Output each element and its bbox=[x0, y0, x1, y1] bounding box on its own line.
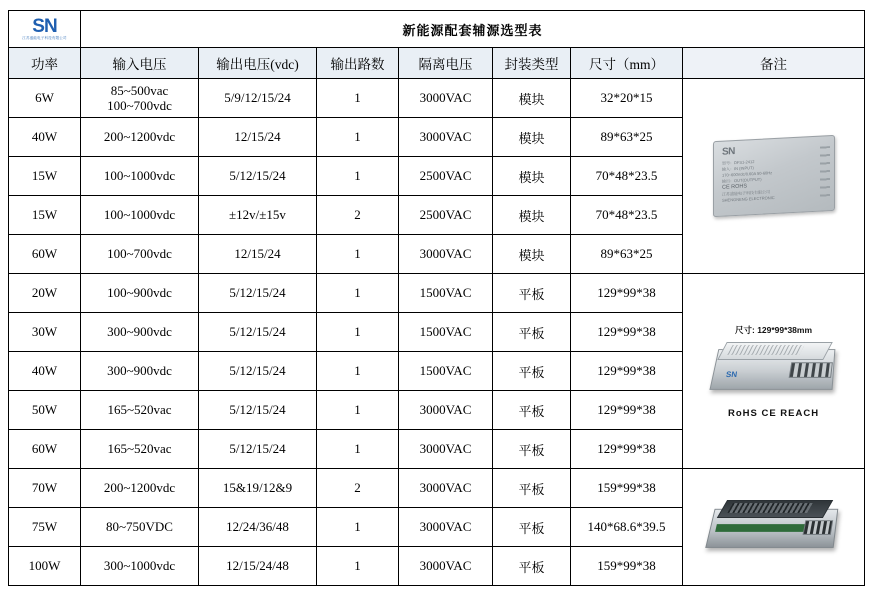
cell-isolation: 1500VAC bbox=[399, 274, 493, 313]
cell-output-voltage: 5/12/15/24 bbox=[199, 313, 317, 352]
cased-psu-icon bbox=[706, 494, 842, 560]
cell-size: 129*99*38 bbox=[571, 313, 683, 352]
cell-power: 40W bbox=[9, 352, 81, 391]
cell-channels: 1 bbox=[317, 274, 399, 313]
cell-channels: 1 bbox=[317, 235, 399, 274]
cell-input-voltage: 100~700vdc bbox=[81, 235, 199, 274]
cell-input-voltage: 200~1200vdc bbox=[81, 118, 199, 157]
module-logo-text: SN bbox=[721, 146, 735, 158]
cell-package: 平板 bbox=[493, 352, 571, 391]
cell-package: 模块 bbox=[493, 118, 571, 157]
cell-size: 129*99*38 bbox=[571, 352, 683, 391]
cell-input-voltage: 165~520vac bbox=[81, 391, 199, 430]
flat-product-image bbox=[683, 324, 864, 419]
cell-isolation: 2500VAC bbox=[399, 157, 493, 196]
cell-power: 70W bbox=[9, 469, 81, 508]
company-logo-icon: SN bbox=[32, 15, 57, 37]
table-row bbox=[9, 469, 865, 508]
module-input-label: 输入：IN (INPUT) bbox=[721, 165, 754, 172]
cell-size: 32*20*15 bbox=[571, 79, 683, 118]
cell-isolation: 1500VAC bbox=[399, 313, 493, 352]
column-header-input-voltage: 输入电压 bbox=[81, 48, 199, 79]
cell-package: 平板 bbox=[493, 508, 571, 547]
cell-power: 15W bbox=[9, 157, 81, 196]
cell-output-voltage: 12/15/24 bbox=[199, 235, 317, 274]
product-selection-table bbox=[8, 10, 865, 586]
cell-power: 75W bbox=[9, 508, 81, 547]
cell-input-voltage: 100~900vdc bbox=[81, 274, 199, 313]
cell-input-voltage: 300~900vdc bbox=[81, 352, 199, 391]
flat-psu-vents-icon bbox=[727, 345, 804, 355]
cell-size: 129*99*38 bbox=[571, 430, 683, 469]
table-row bbox=[9, 79, 865, 118]
company-logo-subtext: 江苏盛能电子科技有限公司 bbox=[22, 35, 67, 40]
cell-size: 129*99*38 bbox=[571, 274, 683, 313]
cell-size: 159*99*38 bbox=[571, 469, 683, 508]
cell-power: 60W bbox=[9, 430, 81, 469]
flat-dimension-label: 尺寸: 129*99*38mm bbox=[735, 324, 813, 335]
cell-input-voltage: 100~1000vdc bbox=[81, 157, 199, 196]
cell-channels: 1 bbox=[317, 118, 399, 157]
cell-channels: 2 bbox=[317, 469, 399, 508]
cell-size: 140*68.6*39.5 bbox=[571, 508, 683, 547]
remark-cased-image-cell bbox=[683, 469, 865, 586]
cell-package: 平板 bbox=[493, 391, 571, 430]
cased-product-image bbox=[683, 494, 864, 560]
column-header-package-type: 封装类型 bbox=[493, 48, 571, 79]
cell-input-voltage: 165~520vac bbox=[81, 430, 199, 469]
cell-size: 70*48*23.5 bbox=[571, 196, 683, 235]
module-pins-icon bbox=[820, 146, 830, 201]
cell-size: 89*63*25 bbox=[571, 118, 683, 157]
page-title: 新能源配套辅源选型表 bbox=[81, 11, 865, 48]
cased-psu-pcb bbox=[715, 524, 808, 532]
cell-channels: 1 bbox=[317, 508, 399, 547]
cell-output-voltage: 5/12/15/24 bbox=[199, 274, 317, 313]
cell-isolation: 1500VAC bbox=[399, 352, 493, 391]
cell-channels: 1 bbox=[317, 79, 399, 118]
title-row bbox=[9, 11, 865, 48]
cell-output-voltage: 5/12/15/24 bbox=[199, 430, 317, 469]
cell-input-voltage: 100~1000vdc bbox=[81, 196, 199, 235]
cell-input-voltage: 80~750VDC bbox=[81, 508, 199, 547]
module-input-spec: 170~600Vdc/0.60A 50-60Hz bbox=[721, 170, 772, 178]
cell-output-voltage: 5/12/15/24 bbox=[199, 157, 317, 196]
module-output-label: 输出：OUT(OUTPUT) bbox=[721, 176, 762, 184]
cell-channels: 1 bbox=[317, 313, 399, 352]
cell-output-voltage: 12/15/24 bbox=[199, 118, 317, 157]
cell-output-voltage: 15&19/12&9 bbox=[199, 469, 317, 508]
cell-size: 70*48*23.5 bbox=[571, 157, 683, 196]
cell-package: 模块 bbox=[493, 157, 571, 196]
cell-size: 89*63*25 bbox=[571, 235, 683, 274]
cell-isolation: 3000VAC bbox=[399, 79, 493, 118]
cell-power: 6W bbox=[9, 79, 81, 118]
cell-isolation: 3000VAC bbox=[399, 430, 493, 469]
cell-input-voltage: 300~900vdc bbox=[81, 313, 199, 352]
cased-psu-vents-icon bbox=[727, 503, 813, 513]
cell-isolation: 3000VAC bbox=[399, 391, 493, 430]
cell-output-voltage: 5/12/15/24 bbox=[199, 352, 317, 391]
cell-power: 30W bbox=[9, 313, 81, 352]
cell-output-voltage: ±12v/±15v bbox=[199, 196, 317, 235]
cell-channels: 1 bbox=[317, 391, 399, 430]
cell-package: 模块 bbox=[493, 235, 571, 274]
cell-channels: 1 bbox=[317, 352, 399, 391]
cell-input-voltage-line2: 100~700vdc bbox=[107, 98, 172, 113]
cell-channels: 1 bbox=[317, 157, 399, 196]
module-ce-rohs-icon: CE ROHS bbox=[721, 183, 747, 191]
cell-power: 20W bbox=[9, 274, 81, 313]
cell-isolation: 3000VAC bbox=[399, 235, 493, 274]
cell-package: 平板 bbox=[493, 274, 571, 313]
column-header-output-channels: 输出路数 bbox=[317, 48, 399, 79]
module-product-image bbox=[683, 138, 864, 214]
cell-isolation: 3000VAC bbox=[399, 469, 493, 508]
cell-power: 40W bbox=[9, 118, 81, 157]
flat-psu-logo-text: SN bbox=[724, 369, 738, 379]
cell-power: 60W bbox=[9, 235, 81, 274]
cell-input-voltage-line1: 85~500vac bbox=[110, 83, 169, 98]
table-header-row bbox=[9, 48, 865, 79]
company-logo-cell bbox=[9, 11, 81, 48]
cell-package: 平板 bbox=[493, 313, 571, 352]
flat-psu-terminals-icon bbox=[788, 362, 832, 378]
cell-isolation: 3000VAC bbox=[399, 508, 493, 547]
cell-output-voltage: 12/24/36/48 bbox=[199, 508, 317, 547]
cell-power: 15W bbox=[9, 196, 81, 235]
remark-module-image-cell bbox=[683, 79, 865, 274]
cell-isolation: 3000VAC bbox=[399, 118, 493, 157]
module-model-text: 型号：DFS1-2412 bbox=[721, 159, 754, 166]
cell-output-voltage: 5/9/12/15/24 bbox=[199, 79, 317, 118]
cased-psu-connector-icon bbox=[802, 520, 833, 535]
cell-package: 模块 bbox=[493, 79, 571, 118]
cell-package: 平板 bbox=[493, 547, 571, 586]
cell-power: 50W bbox=[9, 391, 81, 430]
cell-power: 100W bbox=[9, 547, 81, 586]
cell-output-voltage: 5/12/15/24 bbox=[199, 391, 317, 430]
cell-input-voltage: 300~1000vdc bbox=[81, 547, 199, 586]
column-header-size: 尺寸（mm） bbox=[571, 48, 683, 79]
cell-size: 159*99*38 bbox=[571, 547, 683, 586]
certification-marks: RoHS CE REACH bbox=[727, 407, 820, 419]
column-header-power: 功率 bbox=[9, 48, 81, 79]
table-row bbox=[9, 274, 865, 313]
cell-isolation: 3000VAC bbox=[399, 547, 493, 586]
cell-channels: 2 bbox=[317, 196, 399, 235]
cell-channels: 1 bbox=[317, 547, 399, 586]
cell-package: 平板 bbox=[493, 430, 571, 469]
column-header-remark: 备注 bbox=[683, 48, 865, 79]
cell-output-voltage: 12/15/24/48 bbox=[199, 547, 317, 586]
cell-isolation: 2500VAC bbox=[399, 196, 493, 235]
column-header-output-voltage: 输出电压(vdc) bbox=[199, 48, 317, 79]
flat-psu-icon bbox=[708, 340, 840, 402]
cell-input-voltage: 200~1200vdc bbox=[81, 469, 199, 508]
cell-package: 模块 bbox=[493, 196, 571, 235]
module-footer-line1: 江苏盛能电子科技有限公司 bbox=[721, 189, 770, 197]
column-header-isolation-voltage: 隔离电压 bbox=[399, 48, 493, 79]
cell-size: 129*99*38 bbox=[571, 391, 683, 430]
remark-flat-image-cell bbox=[683, 274, 865, 469]
module-brick-icon bbox=[713, 135, 835, 217]
cell-channels: 1 bbox=[317, 430, 399, 469]
module-footer-line2: SHENGNENG ELECTRONIC bbox=[721, 194, 775, 203]
cell-input-voltage bbox=[81, 79, 199, 118]
cell-package: 平板 bbox=[493, 469, 571, 508]
